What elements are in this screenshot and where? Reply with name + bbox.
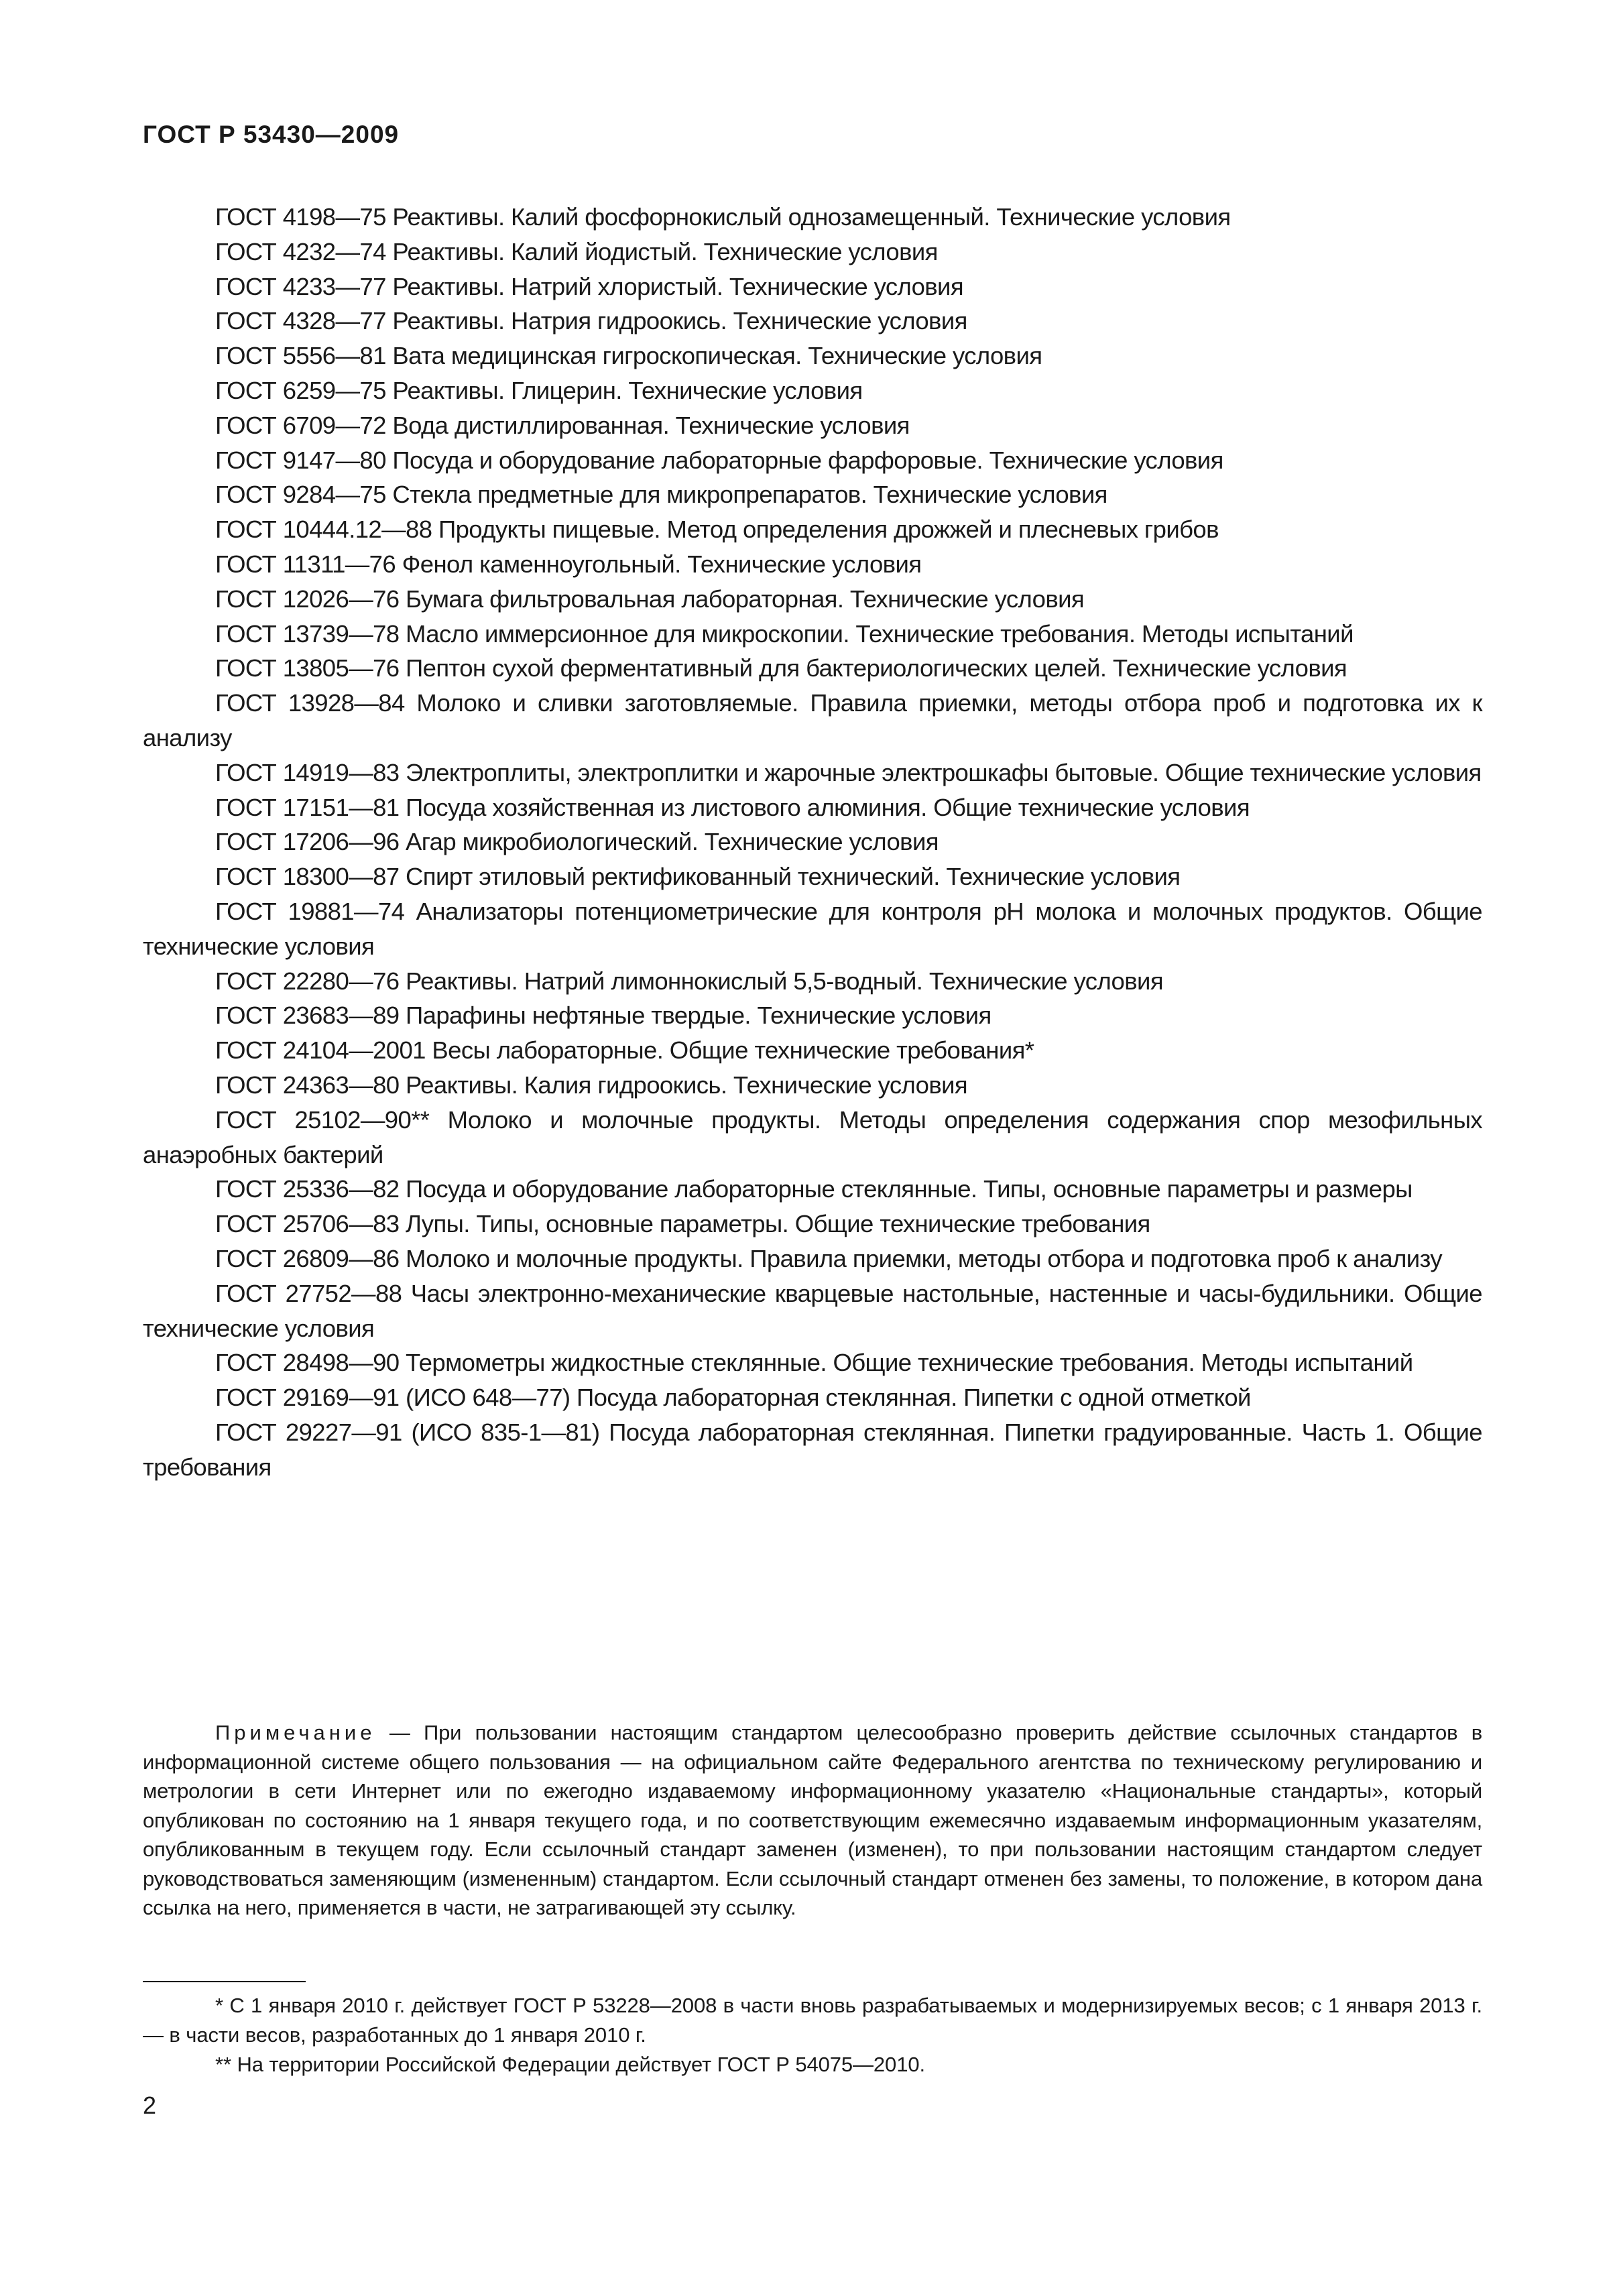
reference-item: ГОСТ 14919—83 Электроплиты, электроплитки и жарочные электрошкафы бытовые. Общие технические условия (215, 758, 1482, 786)
reference-item: ГОСТ 6259—75 Реактивы. Глицерин. Технические условия (215, 376, 863, 404)
reference-item: ГОСТ 29169—91 (ИСО 648—77) Посуда лабораторная стеклянная. Пипетки с одной отметкой (215, 1384, 1251, 1412)
reference-item: ГОСТ 26809—86 Молоко и молочные продукты. Правила приемки, методы отбора и подготовка проб к анализу (215, 1244, 1442, 1272)
note-paragraph (143, 1718, 1482, 1923)
document-header: ГОСТ Р 53430—2009 (143, 121, 400, 148)
reference-item: ГОСТ 25706—83 Лупы. Типы, основные параметры. Общие технические требования (215, 1210, 1150, 1238)
reference-item: ГОСТ 11311—76 Фенол каменноугольный. Технические условия (215, 550, 922, 578)
note-text: — При пользовании настоящим стандартом целесообразно проверить действие ссылочных стандартов в информационной системе общего пользования — на официальном сайте Федерального агентства по техническому регулированию и метрологии в сети Интернет или по ежегодно издаваемому информационному указателю «Национальные стандарты», который опубликован по состоянию на 1 января текущего года, и по соответствующим ежемесячно издаваемым информационным указателям, опубликованным в текущем году. Если ссылочный стандарт заменен (изменен), то при пользовании настоящим стандартом следует руководствоваться заменяющим (измененным) стандартом. Если ссылочный стандарт отменен без замены, то положение, в котором дана ссылка на него, применяется в части, не затрагивающей эту ссылку. (143, 1721, 1482, 1919)
note-label: Примечание (215, 1721, 376, 1744)
reference-item: ГОСТ 4328—77 Реактивы. Натрия гидроокись. Технические условия (215, 307, 967, 335)
footnote-divider (143, 1981, 306, 1982)
reference-item: ГОСТ 17151—81 Посуда хозяйственная из листового алюминия. Общие технические условия (215, 793, 1250, 821)
reference-item: ГОСТ 18300—87 Спирт этиловый ректификованный технический. Технические условия (215, 863, 1181, 891)
reference-item: ГОСТ 24104—2001 Весы лабораторные. Общие технические требования* (215, 1036, 1034, 1065)
reference-item: ГОСТ 24363—80 Реактивы. Калия гидроокись. Технические условия (215, 1071, 968, 1099)
reference-item: ГОСТ 19881—74 Анализаторы потенциометрические для контроля pH молока и молочных продуктов. Общие технические условия (143, 897, 1482, 960)
reference-item: ГОСТ 9284—75 Стекла предметные для микропрепаратов. Технические условия (215, 481, 1107, 509)
reference-item: ГОСТ 4233—77 Реактивы. Натрий хлористый. Технические условия (215, 272, 964, 300)
reference-item: ГОСТ 22280—76 Реактивы. Натрий лимоннокислый 5,5-водный. Технические условия (215, 967, 1163, 995)
reference-item: ГОСТ 13805—76 Пептон сухой ферментативный для бактериологических целей. Технические условия (215, 654, 1347, 682)
reference-item: ГОСТ 5556—81 Вата медицинская гигроскопическая. Технические условия (215, 342, 1042, 370)
footnote-item: * С 1 января 2010 г. действует ГОСТ Р 53228—2008 в части вновь разрабатываемых и модернизируемых весов; с 1 января 2013 г. — в части весов, разработанных до 1 января 2010 г. (143, 1994, 1482, 2047)
reference-item: ГОСТ 4232—74 Реактивы. Калий йодистый. Технические условия (215, 237, 938, 265)
reference-item: ГОСТ 13739—78 Масло иммерсионное для микроскопии. Технические требования. Методы испытаний (215, 619, 1354, 648)
reference-item: ГОСТ 28498—90 Термометры жидкостные стеклянные. Общие технические требования. Методы испытаний (215, 1349, 1413, 1377)
reference-item: ГОСТ 25102—90** Молоко и молочные продукты. Методы определения содержания спор мезофильных анаэробных бактерий (143, 1105, 1482, 1168)
reference-item: ГОСТ 27752—88 Часы электронно-механические кварцевые настольные, настенные и часы-будильники. Общие технические условия (143, 1279, 1482, 1342)
reference-item: ГОСТ 4198—75 Реактивы. Калий фосфорнокислый однозамещенный. Технические условия (215, 203, 1231, 231)
reference-item: ГОСТ 25336—82 Посуда и оборудование лабораторные стеклянные. Типы, основные параметры и размеры (215, 1175, 1412, 1203)
reference-item: ГОСТ 29227—91 (ИСО 835-1—81) Посуда лабораторная стеклянная. Пипетки градуированные. Часть 1. Общие требования (143, 1418, 1482, 1481)
page-number: 2 (143, 2092, 157, 2119)
reference-item: ГОСТ 12026—76 Бумага фильтровальная лабораторная. Технические условия (215, 585, 1085, 613)
footnote-item: ** На территории Российской Федерации действует ГОСТ Р 54075—2010. (215, 2053, 925, 2076)
reference-item: ГОСТ 9147—80 Посуда и оборудование лабораторные фарфоровые. Технические условия (215, 446, 1223, 474)
reference-item: ГОСТ 17206—96 Агар микробиологический. Технические условия (215, 828, 939, 856)
reference-item: ГОСТ 6709—72 Вода дистиллированная. Технические условия (215, 411, 910, 439)
reference-item: ГОСТ 10444.12—88 Продукты пищевые. Метод определения дрожжей и плесневых грибов (215, 516, 1219, 544)
reference-item: ГОСТ 13928—84 Молоко и сливки заготовляемые. Правила приемки, методы отбора проб и подготовка их к анализу (143, 689, 1482, 751)
footnotes (143, 1991, 1482, 2079)
normative-references-list (143, 200, 1482, 1484)
reference-item: ГОСТ 23683—89 Парафины нефтяные твердые. Технические условия (215, 1002, 991, 1030)
